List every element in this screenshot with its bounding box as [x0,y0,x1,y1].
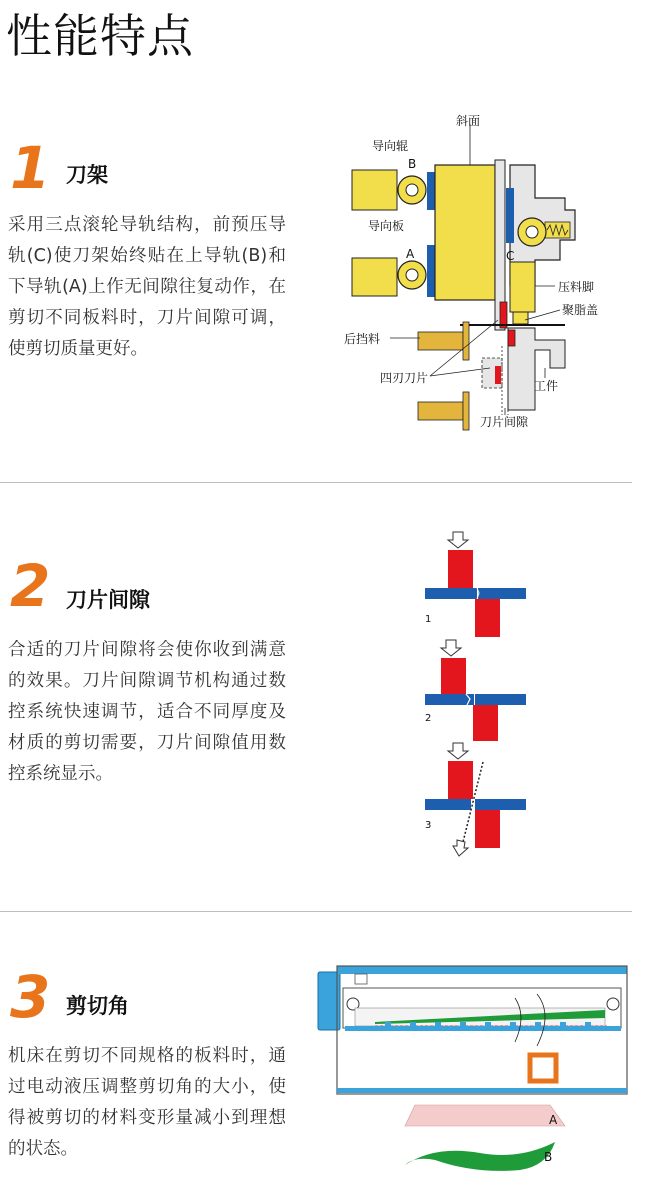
divider [0,911,632,912]
section-title: 刀片间隙 [66,588,150,612]
back-stop-upper [418,332,463,350]
leader [430,368,490,376]
lower-blade [508,330,515,346]
tag [355,974,367,984]
plate-right [475,694,526,705]
section-body: 合适的刀片间隙将会使你收到满意的效果。刀片间隙调节机构通过数控系统快速调节，适合不同厚度及材质的剪切需要，刀片间隙值用数控系统显示。 [8,640,286,784]
plate-left [425,588,477,599]
bottom-bar [337,1088,627,1093]
step-label: 2 [425,713,432,724]
knife-holder [435,165,495,300]
label-guide-plate: 导向板 [368,219,405,233]
section-number: 3 [10,963,51,1031]
press-foot-base [513,312,528,324]
label-b: B [408,157,417,171]
guide-plate-lower [427,245,435,297]
section-body: 采用三点滚轮导轨结构，前预压导轨(C)使刀架始终贴在上导轨(B)和下导轨(A)上作无间隙往复动作，在剪切不同板料时，刀片间隙可调，使剪切质量更好。 [8,215,286,359]
label-a: A [549,1113,558,1127]
lower-blade [473,705,498,741]
label-press-foot: 压料脚 [558,280,595,294]
section-body: 机床在剪切不同规格的板料时，通过电动液压调整剪切角的大小，使得被剪切的材料变形量减小到理想的状态。 [8,1046,286,1159]
shear-angle-diagram [315,960,635,1180]
frame-top [337,966,627,974]
plate-a [405,1105,565,1126]
label-grease-cover: 聚脂盖 [562,303,599,317]
down-arrow-icon [448,532,468,548]
section-number: 2 [10,552,51,620]
blade-gap-diagram [415,530,535,860]
guide-plate-upper [427,172,435,210]
lower-bed [508,328,565,410]
section-number: 1 [10,134,51,202]
label-c: C [506,249,515,263]
pivot-right [607,998,619,1010]
workpiece-section [530,1055,556,1081]
roller-b-hub [406,184,418,196]
blade-dashed [495,366,501,384]
down-arrow-icon [448,743,468,759]
back-stop-upper-plate [463,322,469,360]
lower-blade [475,810,500,848]
section-title: 刀架 [66,163,108,187]
upper-blade [448,550,473,588]
upper-blade [448,761,473,799]
upper-blade [441,658,466,694]
section-title: 剪切角 [66,994,129,1018]
step-label: 1 [425,614,432,625]
label-back-stop: 后挡料 [344,332,381,346]
label-four-edge-blade: 四刃刀片 [380,371,429,385]
plate-left [425,799,471,810]
plate-b [405,1142,555,1171]
guide-plate-c [506,188,514,243]
upper-yellow-block [352,170,397,210]
page-title: 性能特点 [6,9,194,63]
label-bevel: 斜面 [456,114,481,128]
roller-c-hub [526,226,538,238]
knife-holder-diagram [330,110,630,440]
label-blade-gap: 刀片间隙 [480,415,529,429]
label-workpiece: 工件 [534,379,559,393]
label-guide-roller: 导向辊 [372,139,409,153]
back-stop-lower-plate [463,392,469,430]
down-arrow-icon [441,640,461,656]
step-label: 3 [425,820,432,831]
divider [0,482,632,483]
plate-right [475,799,526,810]
press-foot [510,262,535,312]
lower-blade [475,599,500,637]
back-stop-lower [418,402,463,420]
down-arrow-icon [453,840,468,856]
bed-teeth [385,1022,591,1027]
roller-a-hub [406,269,418,281]
label-b: B [544,1150,553,1164]
label-a: A [406,247,415,261]
plate-right [478,588,526,599]
lower-yellow-block [352,258,397,296]
